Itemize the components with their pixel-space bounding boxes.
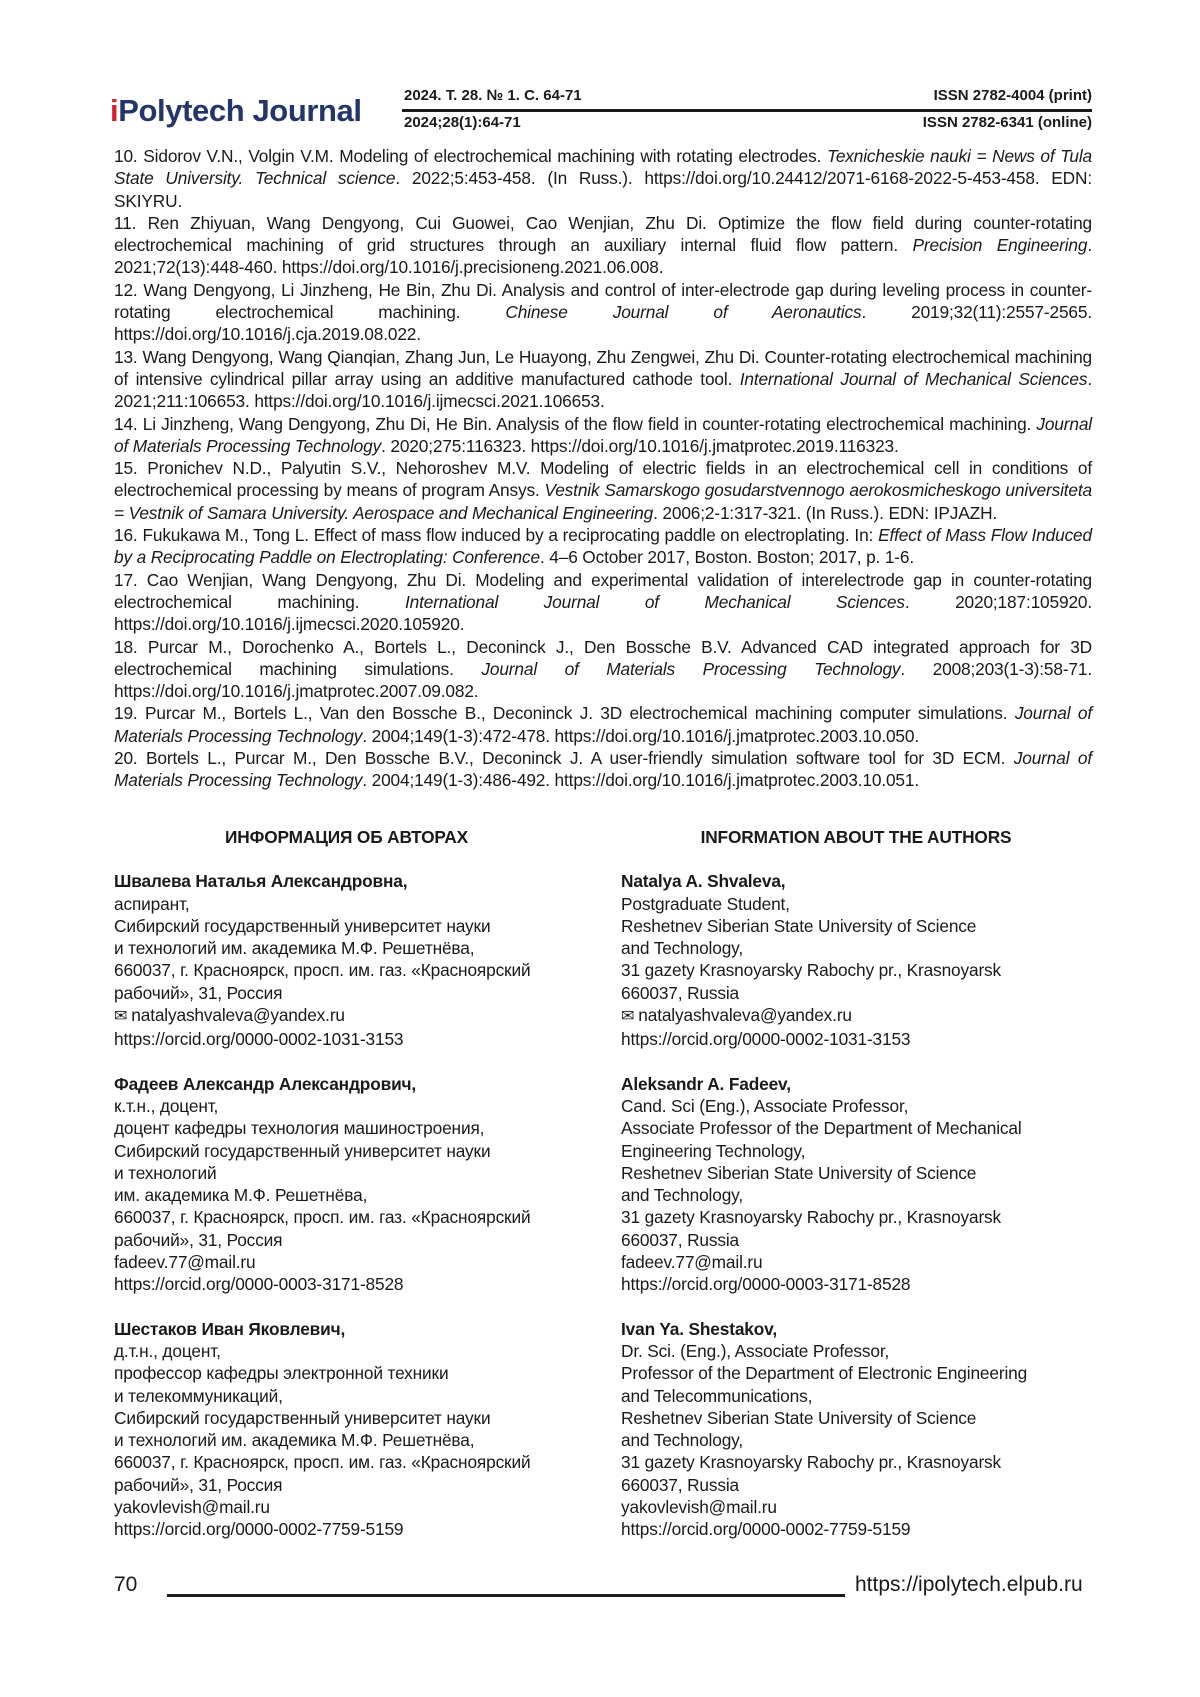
author-address: 31 gazety Krasnoyarsky Rabochy pr., Krasnoyarsk [621, 1452, 1002, 1473]
author-affiliation: and Technology, [621, 938, 744, 959]
envelope-icon: ✉ [621, 1008, 635, 1026]
author-address: 31 gazety Krasnoyarsky Rabochy pr., Krasnoyarsk [621, 1207, 1002, 1228]
author-orcid-link[interactable]: https://orcid.org/0000-0002-1031-3153 [114, 1029, 404, 1050]
author-en-shestakov [621, 1318, 1101, 1541]
journal-logo: iPolytech Journal [110, 93, 362, 128]
reference-item: 13. Wang Dengyong, Wang Qianqian, Zhang Jun, Le Huayong, Zhu Zengwei, Zhu Di. Counter-rotating electrochemical machining of intensive cylindrical pillar array using an additive manufactured cathode tool. International Journal of Mechanical Sciences. 2021;211:106653. https://doi.org/10.1016/j.ijmecsci.2021.106653. [114, 346, 1092, 412]
author-affiliation: Reshetnev Siberian State University of Science [621, 1407, 977, 1428]
author-affiliation: Reshetnev Siberian State University of Science [621, 1162, 977, 1183]
author-name: Швалева Наталья Александровна, [114, 871, 408, 892]
author-position: к.т.н., доцент, [114, 1095, 219, 1116]
reference-item: 18. Purcar M., Dorochenko A., Bortels L., Deconinck J., Den Bossche B.V. Advanced CAD integrated approach for 3D electrochemical machining simulations. Journal of Materials Processing Technology. 2008;203(1-3):58-71. https://doi.org/10.1016/j.jmatprotec.2007.09.082. [114, 636, 1093, 702]
author-email[interactable]: fadeev.77@mail.ru [621, 1252, 763, 1273]
author-email[interactable]: yakovlevish@mail.ru [621, 1497, 777, 1518]
author-address: рабочий», 31, Россия [114, 982, 283, 1003]
author-ru-shestakov [114, 1318, 594, 1541]
author-name: Фадеев Александр Александрович, [114, 1073, 417, 1094]
citation-en: 2024;28(1):64-71 [404, 114, 521, 131]
author-position: и телекоммуникаций, [114, 1385, 283, 1406]
author-ru-fadeev [114, 1073, 594, 1296]
author-email[interactable]: ✉ natalyashvaleva@yandex.ru [114, 1005, 345, 1026]
author-orcid-link[interactable]: https://orcid.org/0000-0003-3171-8528 [114, 1274, 404, 1295]
author-position: Postgraduate Student, [621, 893, 790, 914]
author-address: 660037, г. Красноярск, просп. им. газ. «Красноярский [114, 1207, 531, 1228]
footer-divider [167, 1594, 845, 1597]
header-divider [402, 109, 1092, 112]
author-email[interactable]: ✉ natalyashvaleva@yandex.ru [621, 1005, 852, 1026]
journal-url-link[interactable]: https://ipolytech.elpub.ru [855, 1573, 1083, 1596]
reference-item: 17. Cao Wenjian, Wang Dengyong, Zhu Di. Modeling and experimental validation of interelectrode gap in counter-rotating electrochemical machining. International Journal of Mechanical Sciences. 2020;187:105920. https://doi.org/10.1016/j.ijmecsci.2020.105920. [114, 569, 1093, 635]
author-address: рабочий», 31, Россия [114, 1474, 283, 1495]
author-address: 660037, г. Красноярск, просп. им. газ. «Красноярский [114, 1452, 531, 1473]
reference-item: 19. Purcar M., Bortels L., Van den Bossche B., Deconinck J. 3D electrochemical machining computer simulations. Journal of Materials Processing Technology. 2004;149(1-3):472-478. https://doi.org/10.1016/j.jmatprotec.2003.10.050. [114, 703, 1092, 746]
author-ru-shvaleva [114, 870, 594, 1050]
author-affiliation: и технологий [114, 1162, 217, 1183]
reference-item: 12. Wang Dengyong, Li Jinzheng, He Bin, Zhu Di. Analysis and control of inter-electrode gap during leveling process in counter-rotating electrochemical machining. Chinese Journal of Aeronautics. 2019;32(11):2557-2565. https://doi.org/10.1016/j.cja.2019.08.022. [114, 279, 1092, 345]
author-position: Associate Professor of the Department of Mechanical [621, 1118, 1022, 1139]
author-position: Engineering Technology, [621, 1140, 806, 1161]
author-affiliation: им. академика М.Ф. Решетнёва, [114, 1185, 368, 1206]
author-position: аспирант, [114, 893, 190, 914]
author-affiliation: и технологий им. академика М.Ф. Решетнёва, [114, 938, 475, 959]
reference-item: 14. Li Jinzheng, Wang Dengyong, Zhu Di, He Bin. Analysis of the flow field in counter-rotating electrochemical machining. Journal of Materials Processing Technology. 2020;275:116323. https://doi.org/10.1016/j.jmatprotec.2019.116323. [114, 413, 1092, 456]
author-name: Aleksandr A. Fadeev, [621, 1073, 791, 1094]
author-address: 660037, г. Красноярск, просп. им. газ. «Красноярский [114, 960, 531, 981]
author-position: д.т.н., доцент, [114, 1340, 221, 1361]
author-affiliation: Сибирский государственный университет науки [114, 1407, 491, 1428]
reference-item: 10. Sidorov V.N., Volgin V.M. Modeling of electrochemical machining with rotating electrodes. Texnicheskie nauki = News of Tula State University. Technical science. 2022;5:453-458. (In Russ.). https://doi.org/10.24412/2071-6168-2022-5-453-458. EDN: SKIYRU. [114, 146, 1092, 211]
authors-en-column [621, 826, 1101, 1541]
author-affiliation: и технологий им. академика М.Ф. Решетнёва, [114, 1430, 475, 1451]
author-position: Professor of the Department of Electronic Engineering [621, 1363, 1028, 1384]
envelope-icon: ✉ [114, 1008, 128, 1026]
author-address: 31 gazety Krasnoyarsky Rabochy pr., Krasnoyarsk [621, 960, 1002, 981]
author-name: Natalya A. Shvaleva, [621, 871, 786, 892]
reference-list [114, 145, 1092, 792]
reference-item: 20. Bortels L., Purcar M., Den Bossche B.V., Deconinck J. A user-friendly simulation software tool for 3D ECM. Journal of Materials Processing Technology. 2004;149(1-3):486-492. https://doi.org/10.1016/j.jmatprotec.2003.10.051. [114, 748, 1092, 791]
author-position: доцент кафедры технология машиностроения, [114, 1118, 485, 1139]
reference-item: 11. Ren Zhiyuan, Wang Dengyong, Cui Guowei, Cao Wenjian, Zhu Di. Optimize the flow field during counter-rotating electrochemical machining of grid structures through an auxiliary internal fluid flow pattern. Precision Engineering. 2021;72(13):448-460. https://doi.org/10.1016/j.precisioneng.2021.06.008. [114, 212, 1092, 278]
reference-item: 16. Fukukawa M., Tong L. Effect of mass flow induced by a reciprocating paddle on electroplating. In: Effect of Mass Flow Induced by a Reciprocating Paddle on Electroplating: Conference. 4–6 October 2017, Boston. Boston; 2017, p. 1-6. [114, 525, 1092, 568]
author-address: 660037, Russia [621, 1229, 739, 1250]
author-email[interactable]: yakovlevish@mail.ru [114, 1497, 270, 1518]
author-orcid-link[interactable]: https://orcid.org/0000-0002-1031-3153 [621, 1029, 911, 1050]
author-position: and Telecommunications, [621, 1385, 813, 1406]
author-affiliation: and Technology, [621, 1430, 744, 1451]
authors-ru-column [114, 826, 594, 1541]
author-orcid-link[interactable]: https://orcid.org/0000-0002-7759-5159 [114, 1519, 404, 1540]
author-name: Шестаков Иван Яковлевич, [114, 1318, 346, 1339]
author-address: рабочий», 31, Россия [114, 1229, 283, 1250]
issn-print: ISSN 2782-4004 (print) [933, 87, 1092, 104]
issn-online: ISSN 2782-6341 (online) [922, 114, 1092, 131]
author-orcid-link[interactable]: https://orcid.org/0000-0002-7759-5159 [621, 1519, 911, 1540]
author-affiliation: and Technology, [621, 1185, 744, 1206]
author-orcid-link[interactable]: https://orcid.org/0000-0003-3171-8528 [621, 1274, 911, 1295]
author-name: Ivan Ya. Shestakov, [621, 1318, 777, 1339]
author-address: 660037, Russia [621, 982, 739, 1003]
author-position: Cand. Sci (Eng.), Associate Professor, [621, 1095, 909, 1116]
authors-en-title: INFORMATION ABOUT THE AUTHORS [700, 827, 1012, 847]
page-number: 70 [114, 1573, 138, 1596]
author-affiliation: Сибирский государственный университет науки [114, 915, 491, 936]
author-en-fadeev [621, 1073, 1101, 1296]
author-affiliation: Reshetnev Siberian State University of Science [621, 915, 977, 936]
authors-ru-title: ИНФОРМАЦИЯ ОБ АВТОРАХ [225, 827, 468, 847]
author-en-shvaleva [621, 870, 1101, 1050]
author-position: профессор кафедры электронной техники [114, 1363, 449, 1384]
reference-item: 15. Pronichev N.D., Palyutin S.V., Nehoroshev M.V. Modeling of electric fields in an electrochemical cell in conditions of electrochemical processing by means of program Ansys. Vestnik Samarskogo gosudarstvennogo aerokosmicheskogo universiteta = Vestnik of Samara University. Aerospace and Mechanical Engineering. 2006;2-1:317-321. (In Russ.). EDN: IPJAZH. [114, 458, 1092, 523]
citation-ru: 2024. Т. 28. № 1. С. 64-71 [404, 87, 582, 104]
author-affiliation: Сибирский государственный университет науки [114, 1140, 491, 1161]
author-position: Dr. Sci. (Eng.), Associate Professor, [621, 1340, 890, 1361]
author-address: 660037, Russia [621, 1474, 739, 1495]
author-email[interactable]: fadeev.77@mail.ru [114, 1252, 256, 1273]
